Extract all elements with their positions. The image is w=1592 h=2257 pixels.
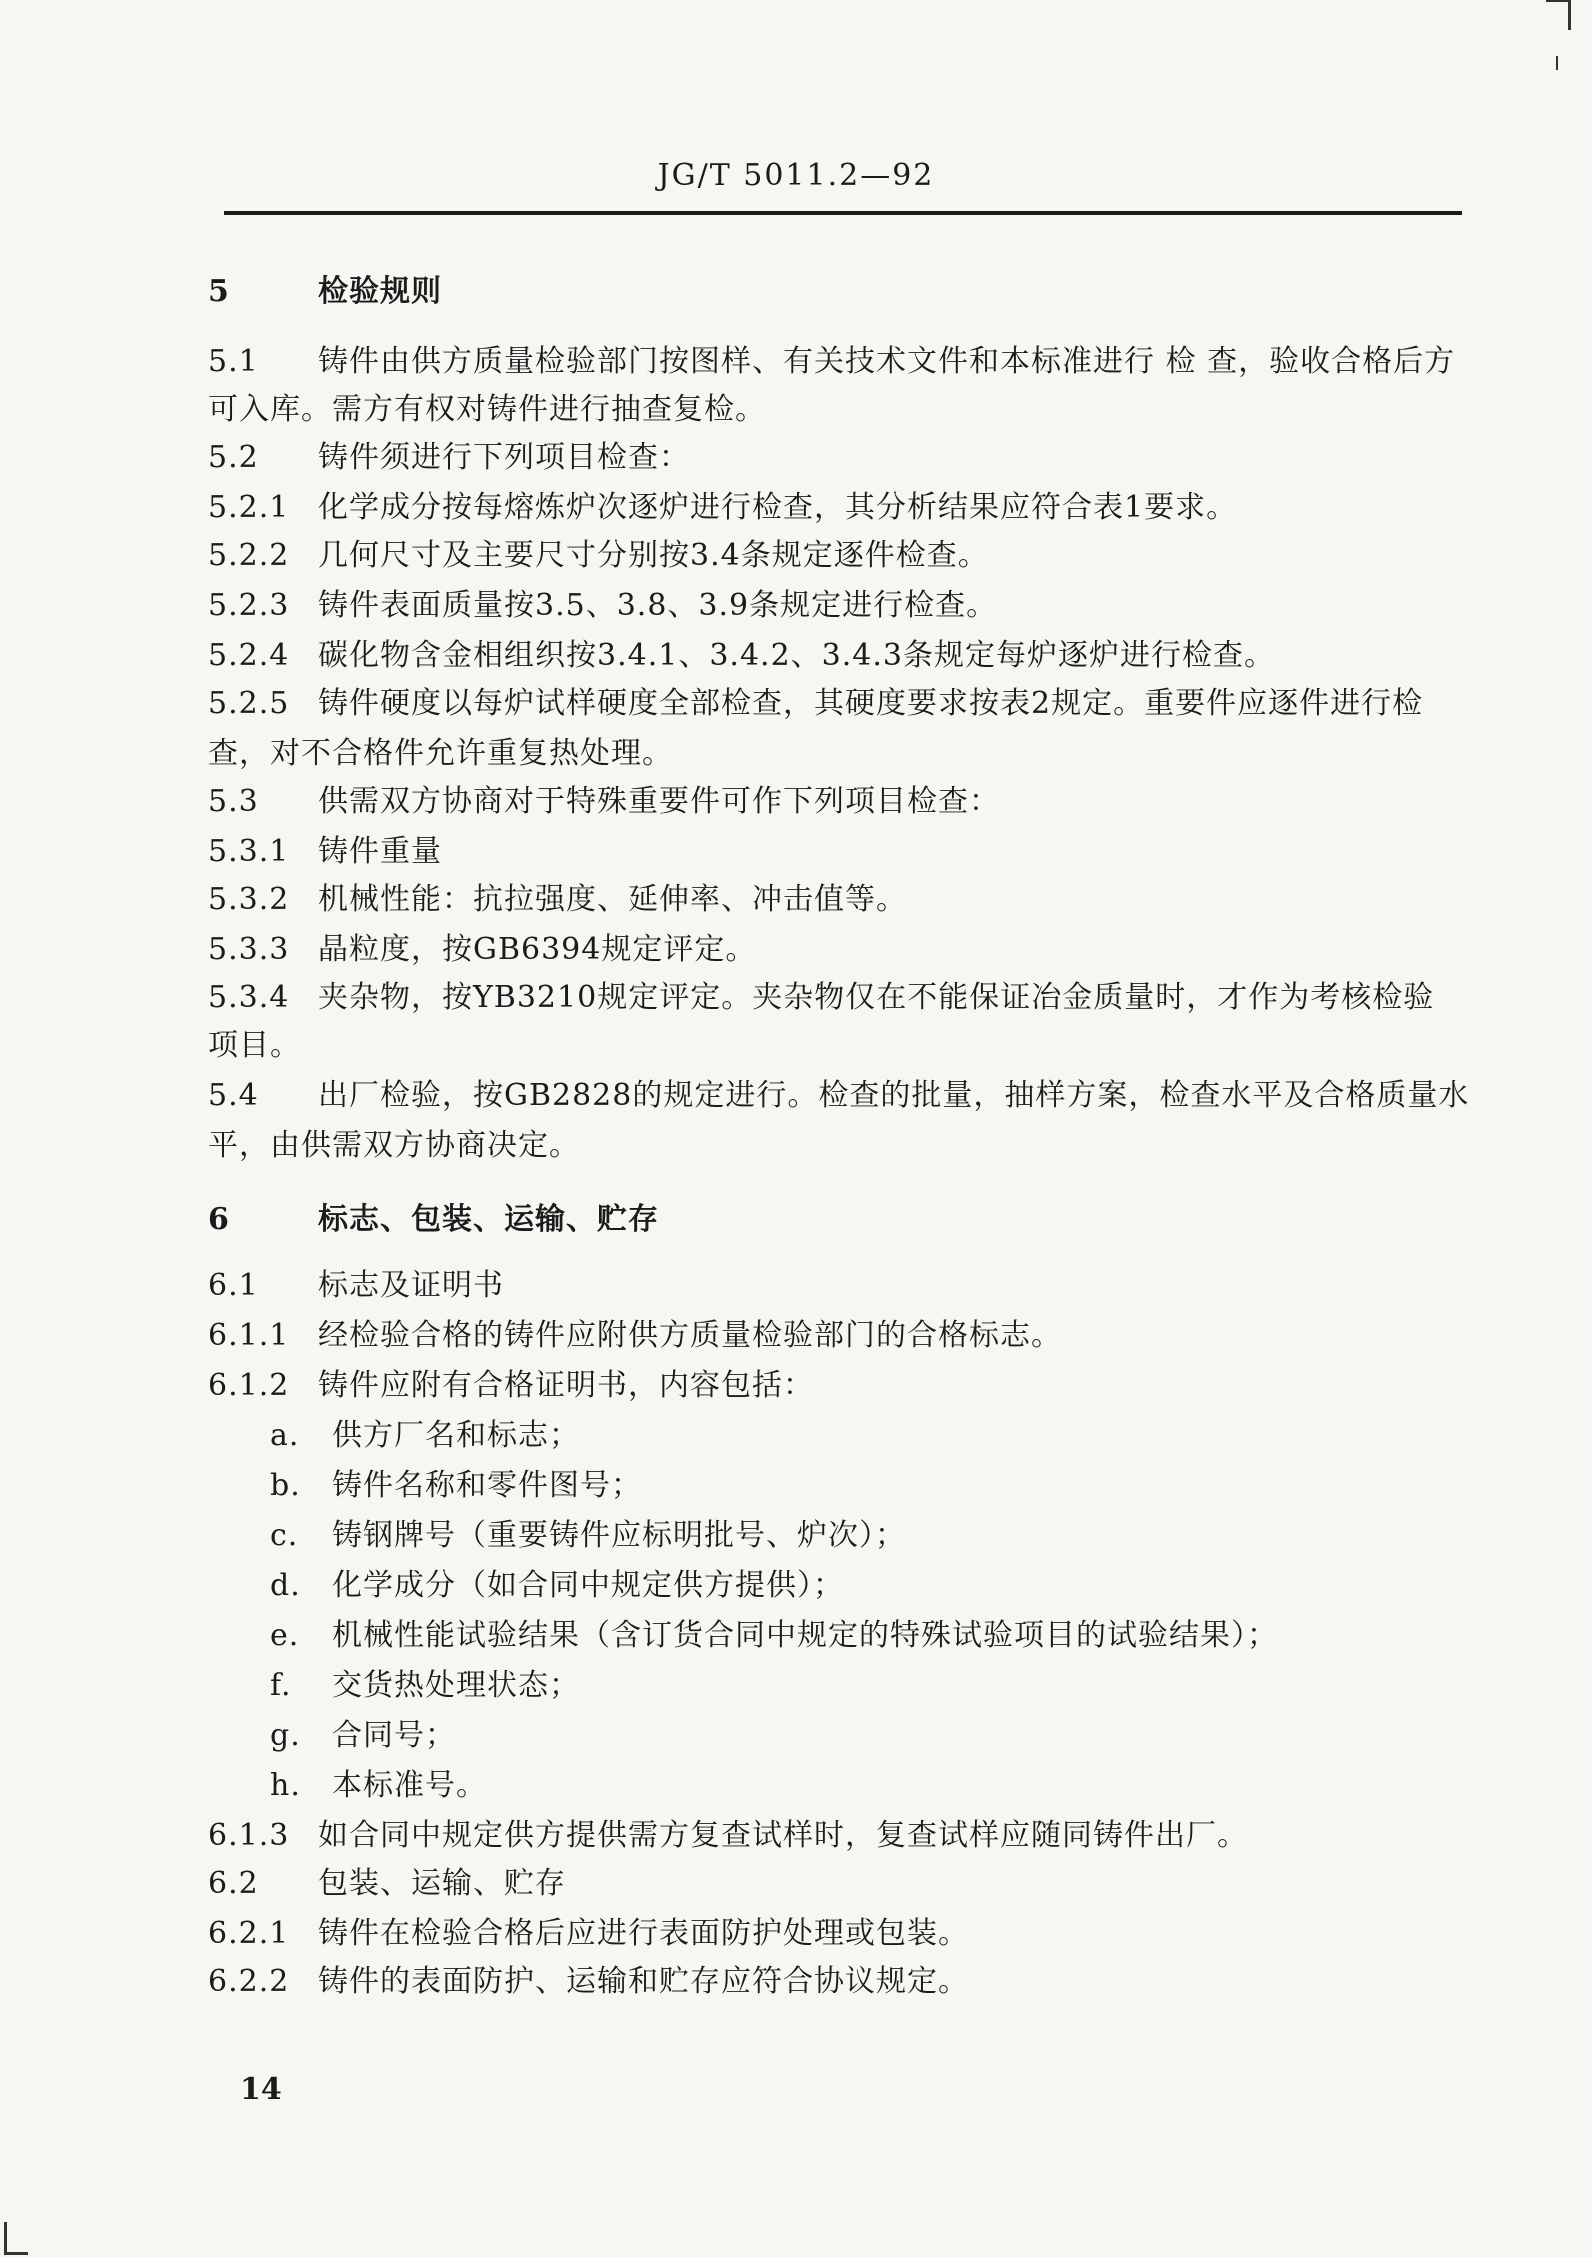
clause-5-2-5-continued xyxy=(208,734,673,774)
clause-number: 5.2.5 xyxy=(208,686,290,721)
item-text: 铸钢牌号（重要铸件应标明批号、炉次）； xyxy=(332,1518,906,1553)
clause-5-2-5 xyxy=(208,684,1423,724)
item-letter: h. xyxy=(270,1768,301,1803)
clause-5-2-1 xyxy=(208,488,1237,528)
clause-text: 几何尺寸及主要尺寸分别按3.4条规定逐件检查。 xyxy=(318,538,989,573)
clause-5-2-4 xyxy=(208,636,1275,676)
clause-number: 6.1 xyxy=(208,1268,259,1303)
section-number: 6 xyxy=(208,1202,230,1237)
clause-text: 铸件表面质量按3.5、3.8、3.9条规定进行检查。 xyxy=(318,588,998,623)
item-text: 交货热处理状态； xyxy=(332,1668,580,1703)
clause-5-1-continued xyxy=(208,390,766,430)
scan-corner-mark xyxy=(4,2252,28,2255)
list-item-h xyxy=(270,1766,487,1806)
clause-number: 5.1 xyxy=(208,344,259,379)
clause-5-1 xyxy=(208,342,1455,382)
clause-text: 铸件重量 xyxy=(318,834,442,869)
section-heading-5 xyxy=(208,272,442,312)
clause-number: 5.3.1 xyxy=(208,834,290,869)
clause-6-2-1 xyxy=(208,1914,969,1954)
header-rule xyxy=(224,211,1462,215)
item-text: 化学成分（如合同中规定供方提供）； xyxy=(332,1568,844,1603)
item-text: 铸件名称和零件图号； xyxy=(332,1468,642,1503)
clause-text: 铸件在检验合格后应进行表面防护处理或包装。 xyxy=(318,1916,969,1951)
list-item-d xyxy=(270,1566,844,1606)
item-letter: a. xyxy=(270,1418,300,1453)
clause-number: 5.3 xyxy=(208,784,259,819)
clause-text: 晶粒度，按GB6394规定评定。 xyxy=(318,932,757,967)
clause-number: 6.1.2 xyxy=(208,1368,290,1403)
scan-edge-mark xyxy=(1546,0,1570,2)
item-text: 机械性能试验结果（含订货合同中规定的特殊试验项目的试验结果）； xyxy=(332,1618,1278,1653)
clause-number: 6.1.3 xyxy=(208,1818,290,1853)
scan-edge-mark xyxy=(1568,0,1571,30)
clause-number: 5.3.3 xyxy=(208,932,290,967)
clause-5-3-1 xyxy=(208,832,442,872)
clause-5-4 xyxy=(208,1076,1469,1116)
clause-5-2-2 xyxy=(208,536,989,576)
clause-number: 6.2.2 xyxy=(208,1964,290,1999)
clause-text: 出厂检验，按GB2828的规定进行。检查的批量，抽样方案，检查水平及合格质量水 xyxy=(318,1078,1470,1113)
section-title: 标志、包装、运输、贮存 xyxy=(318,1202,659,1237)
clause-text: 化学成分按每熔炼炉次逐炉进行检查，其分析结果应符合表1要求。 xyxy=(318,490,1238,525)
clause-6-1-1 xyxy=(208,1316,1062,1356)
section-number: 5 xyxy=(208,274,230,309)
clause-6-1 xyxy=(208,1266,504,1306)
section-heading-6 xyxy=(208,1200,659,1240)
clause-number: 5.3.2 xyxy=(208,882,290,917)
item-letter: d. xyxy=(270,1568,301,1603)
clause-5-3-4 xyxy=(208,978,1434,1018)
clause-5-3-2 xyxy=(208,880,907,920)
clause-text: 如合同中规定供方提供需方复查试样时，复查试样应随同铸件出厂。 xyxy=(318,1818,1248,1853)
item-letter: f. xyxy=(270,1668,292,1703)
clause-text: 供需双方协商对于特殊重要件可作下列项目检查： xyxy=(318,784,1000,819)
item-letter: g. xyxy=(270,1718,301,1753)
clause-number: 6.2.1 xyxy=(208,1916,290,1951)
clause-text: 铸件由供方质量检验部门按图样、有关技术文件和本标准进行 检 查，验收合格后方 xyxy=(318,344,1456,379)
page-number: 14 xyxy=(240,2072,282,2107)
list-item-c xyxy=(270,1516,906,1556)
list-item-b xyxy=(270,1466,642,1506)
clause-6-1-2 xyxy=(208,1366,814,1406)
clause-text: 铸件的表面防护、运输和贮存应符合协议规定。 xyxy=(318,1964,969,1999)
item-text: 本标准号。 xyxy=(332,1768,487,1803)
clause-5-3-4-continued xyxy=(208,1026,301,1066)
clause-5-3-3 xyxy=(208,930,756,970)
clause-text: 项目。 xyxy=(208,1028,301,1063)
list-item-e xyxy=(270,1616,1278,1656)
clause-text: 可入库。需方有权对铸件进行抽查复检。 xyxy=(208,392,766,427)
item-text: 供方厂名和标志； xyxy=(332,1418,580,1453)
clause-6-2-2 xyxy=(208,1962,969,2002)
clause-number: 6.2 xyxy=(208,1866,259,1901)
list-item-a xyxy=(270,1416,580,1456)
clause-number: 5.3.4 xyxy=(208,980,290,1015)
clause-text: 碳化物含金相组织按3.4.1、3.4.2、3.4.3条规定每炉逐炉进行检查。 xyxy=(318,638,1275,673)
clause-number: 5.2.1 xyxy=(208,490,290,525)
clause-6-1-3 xyxy=(208,1816,1248,1856)
item-letter: c. xyxy=(270,1518,299,1553)
item-letter: e. xyxy=(270,1618,300,1653)
section-title: 检验规则 xyxy=(318,274,442,309)
scan-edge-mark xyxy=(1556,56,1558,70)
clause-text: 夹杂物，按YB3210规定评定。夹杂物仅在不能保证冶金质量时，才作为考核检验 xyxy=(318,980,1435,1015)
clause-text: 平，由供需双方协商决定。 xyxy=(208,1128,580,1163)
clause-number: 5.2.4 xyxy=(208,638,290,673)
clause-text: 查，对不合格件允许重复热处理。 xyxy=(208,736,673,771)
clause-number: 6.1.1 xyxy=(208,1318,290,1353)
clause-6-2 xyxy=(208,1864,566,1904)
clause-text: 包装、运输、贮存 xyxy=(318,1866,566,1901)
clause-text: 机械性能：抗拉强度、延伸率、冲击值等。 xyxy=(318,882,907,917)
clause-number: 5.2.2 xyxy=(208,538,290,573)
item-text: 合同号； xyxy=(332,1718,456,1753)
clause-text: 经检验合格的铸件应附供方质量检验部门的合格标志。 xyxy=(318,1318,1062,1353)
clause-number: 5.2 xyxy=(208,440,259,475)
clause-5-3 xyxy=(208,782,1000,822)
clause-5-2 xyxy=(208,438,690,478)
list-item-f xyxy=(270,1666,580,1706)
clause-5-2-3 xyxy=(208,586,997,626)
clause-text: 标志及证明书 xyxy=(318,1268,504,1303)
clause-number: 5.4 xyxy=(208,1078,259,1113)
clause-text: 铸件硬度以每炉试样硬度全部检查，其硬度要求按表2规定。重要件应逐件进行检 xyxy=(318,686,1424,721)
clause-5-4-continued xyxy=(208,1126,580,1166)
scan-corner-mark xyxy=(4,2222,7,2254)
clause-text: 铸件须进行下列项目检查： xyxy=(318,440,690,475)
standard-code-header: JG/T 5011.2—92 xyxy=(657,158,935,193)
list-item-g xyxy=(270,1716,456,1756)
clause-number: 5.2.3 xyxy=(208,588,290,623)
clause-text: 铸件应附有合格证明书，内容包括： xyxy=(318,1368,814,1403)
item-letter: b. xyxy=(270,1468,301,1503)
